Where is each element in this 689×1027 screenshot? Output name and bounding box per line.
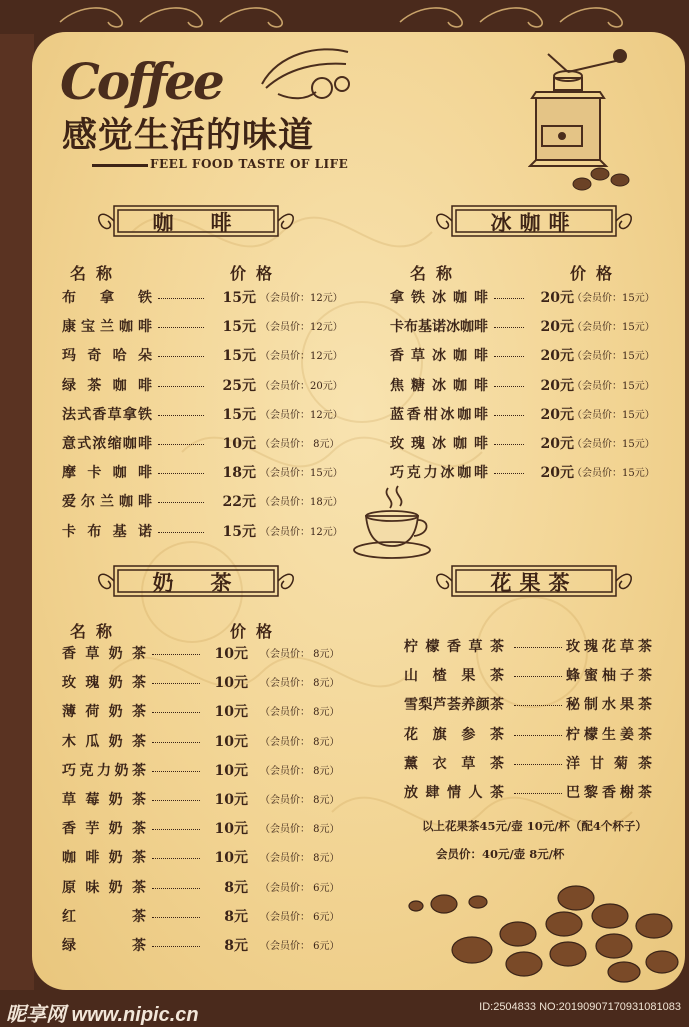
leader-dots (158, 444, 204, 445)
item-price: 10元 (214, 792, 248, 808)
coffee-beans-icon (568, 160, 638, 196)
item-name: 爱尔兰咖啡 (62, 494, 152, 511)
member-price: （会员价： 8元） (260, 765, 340, 777)
item-name: 卡布基诺 (62, 523, 152, 540)
fruit-tea-name: 巴黎香榭茶 (566, 785, 652, 801)
item-name: 意式浓缩咖啡 (62, 436, 152, 452)
fruit-tea-name: 薰衣草茶 (404, 755, 504, 772)
item-name: 木瓜奶茶 (62, 733, 146, 750)
item-name: 卡布基诺冰咖啡 (390, 319, 488, 336)
leader-dots (494, 386, 524, 387)
member-price: （会员价：15元） (572, 322, 655, 334)
member-price: （会员价：20元） (260, 380, 343, 392)
item-name: 红 茶 (62, 908, 146, 925)
leader-dots (494, 444, 524, 445)
fruit-tea-row (404, 753, 654, 777)
fruit-tea-name: 柠檬香草茶 (404, 639, 504, 655)
leader-dots (514, 676, 562, 677)
leader-dots (152, 771, 200, 772)
leader-dots (514, 647, 562, 648)
leader-dots (152, 858, 200, 859)
item-price: 10元 (214, 704, 248, 721)
col-head-name: 名称 (70, 264, 123, 283)
leader-dots (494, 473, 524, 474)
item-name: 康宝兰咖啡 (62, 319, 152, 336)
member-price: （会员价：15元） (572, 409, 655, 421)
item-name: 原味奶茶 (62, 879, 146, 896)
member-price: （会员价：15元） (572, 293, 655, 304)
col-head-name: 名称 (410, 264, 463, 283)
fruit-tea-row (404, 636, 654, 660)
leader-dots (514, 793, 562, 794)
top-ornament-band (0, 0, 689, 34)
menu-item-row (62, 643, 340, 667)
item-name: 蓝香柑冰咖啡 (390, 406, 488, 423)
item-name: 摩卡咖啡 (62, 465, 152, 482)
item-price: 10元 (214, 850, 248, 867)
menu-item-row (62, 701, 340, 725)
item-name: 绿 茶 (62, 938, 146, 954)
item-price: 20元 (540, 436, 574, 452)
fruit-tea-name: 山楂果茶 (404, 668, 504, 685)
item-price: 8元 (224, 879, 248, 896)
item-price: 20元 (540, 319, 574, 336)
item-price: 20元 (540, 406, 574, 423)
leader-dots (158, 473, 204, 474)
left-border-strip (0, 0, 34, 1024)
coffee-grinder-illustration (528, 42, 628, 170)
fruit-tea-row (404, 665, 654, 689)
item-price: 10元 (214, 646, 248, 662)
subline: FEEL FOOD TASTE OF LIFE (150, 157, 349, 171)
fruit-tea-row (404, 782, 654, 806)
section-title-iced-coffee: 冰咖啡 (490, 210, 578, 235)
menu-item-row (62, 521, 343, 545)
item-price: 8元 (224, 938, 248, 954)
item-name: 玫瑰奶茶 (62, 675, 146, 692)
member-price: （会员价： 6元） (260, 882, 340, 894)
leader-dots (158, 327, 204, 328)
member-price: （会员价： 8元） (260, 795, 340, 806)
menu-item-row (62, 491, 343, 515)
member-price: （会员价：12元） (260, 322, 343, 334)
item-price: 15元 (222, 348, 256, 365)
member-price: （会员价：15元） (260, 468, 343, 480)
item-price: 22元 (222, 494, 256, 511)
leader-dots (152, 742, 200, 743)
menu-item-row (62, 877, 340, 901)
leader-dots (152, 712, 200, 713)
menu-item-row (390, 316, 660, 340)
leader-dots (158, 532, 204, 533)
watermark-logo: 昵享网 www.nipic.cn (6, 1004, 199, 1026)
menu-item-row (62, 462, 343, 486)
section-title-milk-tea: 奶 茶 (152, 570, 240, 595)
member-price: （会员价： 8元） (260, 649, 340, 660)
item-price: 15元 (222, 319, 256, 336)
menu-item-row (390, 375, 660, 399)
menu-item-row (62, 287, 343, 311)
fruit-tea-member-note: 会员价：40元/壶 8元/杯 (436, 847, 565, 861)
item-name: 香草冰咖啡 (390, 348, 488, 365)
member-price: （会员价：12元） (260, 526, 343, 538)
menu-item-row (62, 906, 340, 930)
menu-item-row (62, 847, 340, 871)
member-price: （会员价： 6元） (260, 941, 340, 952)
item-name: 巧克力奶茶 (62, 762, 146, 779)
flourish-icon (258, 44, 358, 108)
leader-dots (158, 356, 204, 357)
menu-item-row (62, 345, 343, 369)
leader-dots (152, 829, 200, 830)
item-name: 香芋奶茶 (62, 821, 146, 838)
item-name: 巧克力冰咖啡 (390, 465, 488, 482)
leader-dots (152, 683, 200, 684)
coffee-beans-pile-icon (400, 880, 684, 984)
item-name: 绿茶咖啡 (62, 377, 152, 394)
leader-dots (514, 705, 562, 706)
member-price: （会员价： 8元） (260, 853, 340, 865)
leader-dots (158, 415, 204, 416)
item-price: 20元 (540, 465, 574, 482)
brand-logo: Coffee (60, 52, 222, 111)
leader-dots (514, 764, 562, 765)
menu-item-row (62, 316, 343, 340)
section-header-coffee (92, 196, 300, 246)
member-price: （会员价：15元） (572, 439, 655, 450)
section-title-fruit-tea: 花果茶 (490, 570, 578, 595)
fruit-tea-name: 放肆情人茶 (404, 785, 504, 801)
fruit-tea-name: 柠檬生姜茶 (566, 726, 652, 743)
item-name: 薄荷奶茶 (62, 704, 146, 721)
member-price: （会员价： 8元） (260, 824, 340, 836)
leader-dots (494, 327, 524, 328)
member-price: （会员价： 8元） (260, 707, 340, 719)
col-head-price: 价格 (230, 622, 283, 641)
item-name: 拿铁冰咖啡 (390, 290, 488, 306)
item-name: 法式香草拿铁 (62, 406, 152, 423)
menu-item-row (62, 818, 340, 842)
member-price: （会员价：12元） (260, 293, 343, 304)
member-price: （会员价：15元） (572, 380, 655, 392)
item-price: 18元 (222, 465, 256, 482)
leader-dots (158, 298, 204, 299)
item-price: 25元 (222, 377, 256, 394)
watermark-id: ID:2504833 NO:20190907170931081083 (479, 1001, 681, 1013)
fruit-tea-name: 玫瑰花草茶 (566, 639, 652, 655)
member-price: （会员价：18元） (260, 497, 343, 509)
leader-dots (152, 946, 200, 947)
coffee-cup-illustration (352, 482, 436, 562)
fruit-tea-name: 雪梨芦荟养颜茶 (404, 697, 504, 714)
fruit-tea-name: 洋甘菊茶 (566, 755, 652, 772)
item-price: 15元 (222, 523, 256, 540)
menu-item-row (390, 404, 660, 428)
item-price: 15元 (222, 290, 256, 306)
item-price: 8元 (224, 908, 248, 925)
item-price: 10元 (214, 675, 248, 692)
leader-dots (152, 800, 200, 801)
menu-item-row (390, 287, 660, 311)
leader-dots (158, 386, 204, 387)
member-price: （会员价： 8元） (260, 736, 340, 748)
member-price: （会员价：15元） (572, 351, 655, 363)
item-name: 玛奇哈朵 (62, 348, 152, 365)
col-head-price: 价格 (570, 264, 623, 283)
item-name: 布拿铁 (62, 290, 152, 306)
section-title-coffee: 咖 啡 (152, 210, 240, 235)
member-price: （会员价：12元） (260, 351, 343, 363)
leader-dots (152, 654, 200, 655)
leader-dots (152, 888, 200, 889)
member-price: （会员价：12元） (260, 409, 343, 421)
item-price: 10元 (214, 733, 248, 750)
leader-dots (494, 356, 524, 357)
member-price: （会员价： 8元） (260, 439, 340, 450)
item-name: 玫瑰冰咖啡 (390, 436, 488, 452)
fruit-tea-name: 秘制水果茶 (566, 697, 652, 714)
col-head-price: 价格 (230, 264, 283, 283)
section-header-milk-tea (92, 556, 300, 606)
item-price: 20元 (540, 377, 574, 394)
col-head-name: 名称 (70, 622, 123, 641)
item-name: 咖啡奶茶 (62, 850, 146, 867)
menu-item-row (62, 433, 340, 457)
leader-dots (494, 415, 524, 416)
member-price: （会员价： 6元） (260, 911, 340, 923)
menu-item-row (62, 789, 340, 813)
leader-dots (514, 735, 562, 736)
fruit-tea-name: 蜂蜜柚子茶 (566, 668, 652, 685)
fruit-tea-row (404, 724, 654, 748)
item-price: 10元 (214, 821, 248, 838)
item-price: 20元 (540, 348, 574, 365)
leader-dots (494, 298, 524, 299)
item-name: 香草奶茶 (62, 646, 146, 662)
menu-item-row (62, 760, 340, 784)
tagline: 感觉生活的味道 (62, 115, 315, 156)
item-name: 草莓奶茶 (62, 792, 146, 808)
menu-item-row (62, 935, 340, 959)
menu-item-row (62, 404, 343, 428)
fruit-tea-row (404, 694, 654, 718)
member-price: （会员价： 8元） (260, 678, 340, 690)
fruit-tea-price-note: 以上花果茶45元/壶 10元/杯（配4个杯子） (422, 819, 647, 833)
section-header-fruit-tea (430, 556, 638, 606)
menu-item-row (62, 375, 343, 399)
item-price: 20元 (540, 290, 574, 306)
menu-item-row (390, 433, 660, 457)
member-price: （会员价：15元） (572, 468, 655, 480)
top-swirl-ornament (0, 0, 689, 34)
fruit-tea-name: 花旗参茶 (404, 726, 504, 743)
item-price: 10元 (214, 762, 248, 779)
menu-item-row (62, 731, 340, 755)
item-price: 10元 (222, 436, 256, 452)
item-price: 15元 (222, 406, 256, 423)
section-header-iced-coffee (430, 196, 638, 246)
subline-rule (92, 164, 148, 167)
menu-item-row (390, 345, 660, 369)
leader-dots (158, 502, 204, 503)
menu-item-row (62, 672, 340, 696)
item-name: 焦糖冰咖啡 (390, 377, 488, 394)
leader-dots (152, 917, 200, 918)
